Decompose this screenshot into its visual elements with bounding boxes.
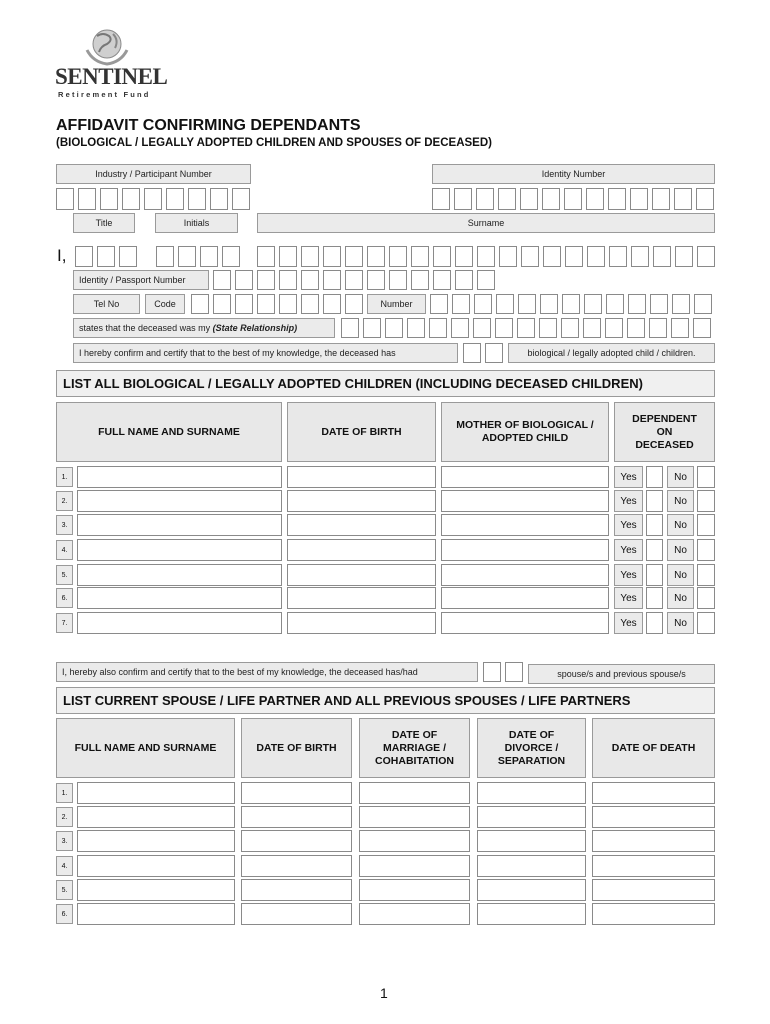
spouse-divorce-input[interactable] xyxy=(477,855,586,877)
child-mother-input[interactable] xyxy=(441,564,609,586)
industry-digit-box-6[interactable] xyxy=(166,188,184,210)
identity-digit-box-6[interactable] xyxy=(542,188,560,210)
child-yes-checkbox[interactable] xyxy=(646,466,663,488)
surname-char-box-14[interactable] xyxy=(543,246,561,267)
industry-digit-box-7[interactable] xyxy=(188,188,206,210)
spouse-marriage-input[interactable] xyxy=(359,782,470,804)
tel-code-box-7[interactable] xyxy=(323,294,341,314)
initials-char-box-2[interactable] xyxy=(178,246,196,267)
relationship-box-1[interactable] xyxy=(341,318,359,338)
surname-char-box-1[interactable] xyxy=(257,246,275,267)
child-mother-input[interactable] xyxy=(441,587,609,609)
number-label: Number xyxy=(367,294,426,314)
tel-code-box-8[interactable] xyxy=(345,294,363,314)
relationship-box-11[interactable] xyxy=(561,318,579,338)
id-passport-box-1[interactable] xyxy=(213,270,231,290)
identity-digit-box-1[interactable] xyxy=(432,188,450,210)
spouse-dob-input[interactable] xyxy=(241,782,352,804)
spouse-divorce-input[interactable] xyxy=(477,782,586,804)
spouse-row-number: 6. xyxy=(56,904,73,924)
surname-char-box-4[interactable] xyxy=(323,246,341,267)
i-prefix: I, xyxy=(57,246,67,265)
industry-digit-box-5[interactable] xyxy=(144,188,162,210)
spouse-row-number: 1. xyxy=(56,783,73,803)
logo xyxy=(55,26,168,101)
child-mother-header: MOTHER OF BIOLOGICAL / ADOPTED CHILD xyxy=(441,402,609,462)
id-passport-box-13[interactable] xyxy=(477,270,495,290)
logo-name: SENTINEL xyxy=(55,64,168,89)
id-passport-box-12[interactable] xyxy=(455,270,473,290)
spouse-divorce-input[interactable] xyxy=(477,903,586,925)
child-no-label: No xyxy=(667,514,694,536)
tel-number-box-1[interactable] xyxy=(430,294,448,314)
spouse-marriage-input[interactable] xyxy=(359,903,470,925)
child-yes-label: Yes xyxy=(614,587,643,609)
tel-number-box-10[interactable] xyxy=(628,294,646,314)
title-char-box-3[interactable] xyxy=(119,246,137,267)
logo-tagline: Retirement Fund xyxy=(58,90,151,99)
spouse-section-banner: LIST CURRENT SPOUSE / LIFE PARTNER AND ALL PREVIOUS SPOUSES / LIFE PARTNERS xyxy=(56,687,715,714)
surname-char-box-7[interactable] xyxy=(389,246,407,267)
tel-number-box-5[interactable] xyxy=(518,294,536,314)
identity-digit-box-9[interactable] xyxy=(608,188,626,210)
identity-digit-box-11[interactable] xyxy=(652,188,670,210)
child-row-number: 5. xyxy=(56,565,73,585)
child-name-header: FULL NAME AND SURNAME xyxy=(56,402,282,462)
child-mother-input[interactable] xyxy=(441,466,609,488)
child-yes-label: Yes xyxy=(614,514,643,536)
child-row-number: 4. xyxy=(56,540,73,560)
id-passport-box-4[interactable] xyxy=(279,270,297,290)
spouse-marriage-header: DATE OF MARRIAGE / COHABITATION xyxy=(359,718,470,778)
initials-char-box-1[interactable] xyxy=(156,246,174,267)
industry-digit-box-1[interactable] xyxy=(56,188,74,210)
child-name-input[interactable] xyxy=(77,539,282,561)
child-dob-input[interactable] xyxy=(287,612,436,634)
child-dob-header: DATE OF BIRTH xyxy=(287,402,436,462)
child-no-checkbox[interactable] xyxy=(697,490,715,512)
child-yes-label: Yes xyxy=(614,490,643,512)
surname-char-box-21[interactable] xyxy=(697,246,715,267)
relationship-box-14[interactable] xyxy=(627,318,645,338)
page-title: AFFIDAVIT CONFIRMING DEPENDANTS xyxy=(56,117,361,134)
child-row-number: 3. xyxy=(56,515,73,535)
spouse-death-header: DATE OF DEATH xyxy=(592,718,715,778)
identity-digit-box-7[interactable] xyxy=(564,188,582,210)
spouse-marriage-input[interactable] xyxy=(359,830,470,852)
relationship-box-9[interactable] xyxy=(517,318,535,338)
surname-char-box-9[interactable] xyxy=(433,246,451,267)
tel-number-box-9[interactable] xyxy=(606,294,624,314)
child-no-label: No xyxy=(667,587,694,609)
spouse-death-input[interactable] xyxy=(592,806,715,828)
relationship-box-10[interactable] xyxy=(539,318,557,338)
relationship-box-7[interactable] xyxy=(473,318,491,338)
spouse-dob-input[interactable] xyxy=(241,806,352,828)
children-section-banner: LIST ALL BIOLOGICAL / LEGALLY ADOPTED CHILDREN (INCLUDING DECEASED CHILDREN) xyxy=(56,370,715,397)
child-no-label: No xyxy=(667,466,694,488)
identity-digit-box-10[interactable] xyxy=(630,188,648,210)
id-passport-box-9[interactable] xyxy=(389,270,407,290)
spouse-divorce-input[interactable] xyxy=(477,806,586,828)
confirm-children-label: I hereby confirm and certify that to the best of my knowledge, the deceased has xyxy=(73,343,458,363)
relationship-box-15[interactable] xyxy=(649,318,667,338)
surname-char-box-12[interactable] xyxy=(499,246,517,267)
surname-char-box-16[interactable] xyxy=(587,246,605,267)
tel-number-box-12[interactable] xyxy=(672,294,690,314)
identity-digit-box-2[interactable] xyxy=(454,188,472,210)
id-passport-box-6[interactable] xyxy=(323,270,341,290)
industry-number-label: Industry / Participant Number xyxy=(56,164,251,184)
child-mother-input[interactable] xyxy=(441,514,609,536)
spouse-row-number: 3. xyxy=(56,831,73,851)
surname-char-box-15[interactable] xyxy=(565,246,583,267)
tel-code-box-6[interactable] xyxy=(301,294,319,314)
surname-char-box-17[interactable] xyxy=(609,246,627,267)
children-suffix-label: biological / legally adopted child / children. xyxy=(508,343,715,363)
surname-char-box-13[interactable] xyxy=(521,246,539,267)
spouse-name-input[interactable] xyxy=(77,879,235,901)
spouse-row-number: 5. xyxy=(56,880,73,900)
children-count-box-1[interactable] xyxy=(463,343,481,363)
code-label: Code xyxy=(145,294,185,314)
initials-label: Initials xyxy=(155,213,238,233)
child-row-number: 6. xyxy=(56,588,73,608)
spouse-divorce-input[interactable] xyxy=(477,879,586,901)
industry-digit-box-2[interactable] xyxy=(78,188,96,210)
child-yes-label: Yes xyxy=(614,539,643,561)
id-passport-box-10[interactable] xyxy=(411,270,429,290)
child-yes-label: Yes xyxy=(614,466,643,488)
child-no-checkbox[interactable] xyxy=(697,466,715,488)
tel-code-box-5[interactable] xyxy=(279,294,297,314)
surname-char-box-6[interactable] xyxy=(367,246,385,267)
spouse-row-number: 4. xyxy=(56,856,73,876)
children-count-box-2[interactable] xyxy=(485,343,503,363)
title-char-box-2[interactable] xyxy=(97,246,115,267)
page-number: 1 xyxy=(380,985,388,1001)
globe-hands-icon xyxy=(83,26,131,66)
identity-number-label: Identity Number xyxy=(432,164,715,184)
industry-digit-box-3[interactable] xyxy=(100,188,118,210)
spouse-marriage-input[interactable] xyxy=(359,879,470,901)
relationship-box-13[interactable] xyxy=(605,318,623,338)
tel-number-box-13[interactable] xyxy=(694,294,712,314)
child-row-number: 1. xyxy=(56,467,73,487)
spouse-death-input[interactable] xyxy=(592,782,715,804)
relationship-box-16[interactable] xyxy=(671,318,689,338)
spouse-dob-input[interactable] xyxy=(241,903,352,925)
page-subtitle: (BIOLOGICAL / LEGALLY ADOPTED CHILDREN AND SPOUSES OF DECEASED) xyxy=(56,137,492,149)
child-yes-checkbox[interactable] xyxy=(646,587,663,609)
spouse-name-input[interactable] xyxy=(77,806,235,828)
title-label: Title xyxy=(73,213,135,233)
child-dob-input[interactable] xyxy=(287,490,436,512)
child-yes-checkbox[interactable] xyxy=(646,612,663,634)
id-passport-label: Identity / Passport Number xyxy=(73,270,209,290)
child-no-label: No xyxy=(667,490,694,512)
spouse-confirm-label: I, hereby also confirm and certify that to the best of my knowledge, the deceased has/had xyxy=(56,662,478,682)
child-no-checkbox[interactable] xyxy=(697,612,715,634)
spouse-dob-input[interactable] xyxy=(241,879,352,901)
spouse-name-input[interactable] xyxy=(77,830,235,852)
surname-char-box-2[interactable] xyxy=(279,246,297,267)
spouse-death-input[interactable] xyxy=(592,879,715,901)
spouse-name-input[interactable] xyxy=(77,903,235,925)
child-mother-input[interactable] xyxy=(441,539,609,561)
child-no-checkbox[interactable] xyxy=(697,564,715,586)
spouse-death-input[interactable] xyxy=(592,830,715,852)
title-char-box-1[interactable] xyxy=(75,246,93,267)
tel-number-box-8[interactable] xyxy=(584,294,602,314)
child-dob-input[interactable] xyxy=(287,587,436,609)
child-no-checkbox[interactable] xyxy=(697,587,715,609)
surname-char-box-10[interactable] xyxy=(455,246,473,267)
child-name-input[interactable] xyxy=(77,612,282,634)
child-yes-label: Yes xyxy=(614,564,643,586)
tel-code-box-3[interactable] xyxy=(235,294,253,314)
industry-digit-box-4[interactable] xyxy=(122,188,140,210)
relationship-box-4[interactable] xyxy=(407,318,425,338)
surname-char-box-11[interactable] xyxy=(477,246,495,267)
relationship-box-12[interactable] xyxy=(583,318,601,338)
surname-char-box-19[interactable] xyxy=(653,246,671,267)
states-prefix: states that the deceased was my xyxy=(79,323,213,333)
child-name-input[interactable] xyxy=(77,466,282,488)
spouse-divorce-header: DATE OF DIVORCE / SEPARATION xyxy=(477,718,586,778)
identity-digit-box-5[interactable] xyxy=(520,188,538,210)
tel-code-box-2[interactable] xyxy=(213,294,231,314)
child-row-number: 2. xyxy=(56,491,73,511)
child-mother-input[interactable] xyxy=(441,612,609,634)
id-passport-box-8[interactable] xyxy=(367,270,385,290)
id-passport-box-2[interactable] xyxy=(235,270,253,290)
relationship-box-2[interactable] xyxy=(363,318,381,338)
child-yes-label: Yes xyxy=(614,612,643,634)
identity-digit-box-8[interactable] xyxy=(586,188,604,210)
tel-number-box-11[interactable] xyxy=(650,294,668,314)
child-no-checkbox[interactable] xyxy=(697,514,715,536)
relationship-box-6[interactable] xyxy=(451,318,469,338)
relationship-box-8[interactable] xyxy=(495,318,513,338)
spouse-death-input[interactable] xyxy=(592,855,715,877)
spouse-count-box-1[interactable] xyxy=(483,662,501,682)
id-passport-box-7[interactable] xyxy=(345,270,363,290)
tel-number-box-3[interactable] xyxy=(474,294,492,314)
child-dob-input[interactable] xyxy=(287,514,436,536)
spouse-dob-input[interactable] xyxy=(241,830,352,852)
child-name-input[interactable] xyxy=(77,564,282,586)
spouse-dob-input[interactable] xyxy=(241,855,352,877)
tel-code-box-4[interactable] xyxy=(257,294,275,314)
state-relationship-label xyxy=(73,318,335,338)
child-dob-input[interactable] xyxy=(287,539,436,561)
surname-char-box-8[interactable] xyxy=(411,246,429,267)
spouse-suffix-label: spouse/s and previous spouse/s xyxy=(528,664,715,684)
surname-char-box-20[interactable] xyxy=(675,246,693,267)
industry-digit-box-8[interactable] xyxy=(210,188,228,210)
child-yes-checkbox[interactable] xyxy=(646,490,663,512)
relationship-box-5[interactable] xyxy=(429,318,447,338)
relationship-box-17[interactable] xyxy=(693,318,711,338)
child-no-label: No xyxy=(667,612,694,634)
initials-char-box-3[interactable] xyxy=(200,246,218,267)
spouse-row-number: 2. xyxy=(56,807,73,827)
relationship-box-3[interactable] xyxy=(385,318,403,338)
state-relationship-hint: (State Relationship) xyxy=(212,323,298,333)
spouse-death-input[interactable] xyxy=(592,903,715,925)
identity-digit-box-4[interactable] xyxy=(498,188,516,210)
child-name-input[interactable] xyxy=(77,490,282,512)
child-yes-checkbox[interactable] xyxy=(646,539,663,561)
child-row-number: 7. xyxy=(56,613,73,633)
id-passport-box-3[interactable] xyxy=(257,270,275,290)
id-passport-box-11[interactable] xyxy=(433,270,451,290)
tel-number-box-2[interactable] xyxy=(452,294,470,314)
spouse-name-input[interactable] xyxy=(77,782,235,804)
identity-digit-box-3[interactable] xyxy=(476,188,494,210)
surname-char-box-18[interactable] xyxy=(631,246,649,267)
child-no-checkbox[interactable] xyxy=(697,539,715,561)
child-dob-input[interactable] xyxy=(287,564,436,586)
child-dependent-header: DEPENDENT ON DECEASED xyxy=(614,402,715,462)
industry-digit-box-9[interactable] xyxy=(232,188,250,210)
identity-digit-box-12[interactable] xyxy=(674,188,692,210)
spouse-name-input[interactable] xyxy=(77,855,235,877)
spouse-dob-header: DATE OF BIRTH xyxy=(241,718,352,778)
child-no-label: No xyxy=(667,539,694,561)
surname-char-box-3[interactable] xyxy=(301,246,319,267)
surname-char-box-5[interactable] xyxy=(345,246,363,267)
surname-label: Surname xyxy=(257,213,715,233)
spouse-marriage-input[interactable] xyxy=(359,855,470,877)
spouse-count-box-2[interactable] xyxy=(505,662,523,682)
child-dob-input[interactable] xyxy=(287,466,436,488)
spouse-name-header: FULL NAME AND SURNAME xyxy=(56,718,235,778)
spouse-marriage-input[interactable] xyxy=(359,806,470,828)
tel-number-box-4[interactable] xyxy=(496,294,514,314)
id-passport-box-5[interactable] xyxy=(301,270,319,290)
tel-number-box-6[interactable] xyxy=(540,294,558,314)
child-mother-input[interactable] xyxy=(441,490,609,512)
identity-digit-box-13[interactable] xyxy=(696,188,714,210)
child-name-input[interactable] xyxy=(77,514,282,536)
spouse-divorce-input[interactable] xyxy=(477,830,586,852)
tel-no-label: Tel No xyxy=(73,294,140,314)
child-yes-checkbox[interactable] xyxy=(646,564,663,586)
child-name-input[interactable] xyxy=(77,587,282,609)
child-yes-checkbox[interactable] xyxy=(646,514,663,536)
child-no-label: No xyxy=(667,564,694,586)
tel-code-box-1[interactable] xyxy=(191,294,209,314)
initials-char-box-4[interactable] xyxy=(222,246,240,267)
tel-number-box-7[interactable] xyxy=(562,294,580,314)
